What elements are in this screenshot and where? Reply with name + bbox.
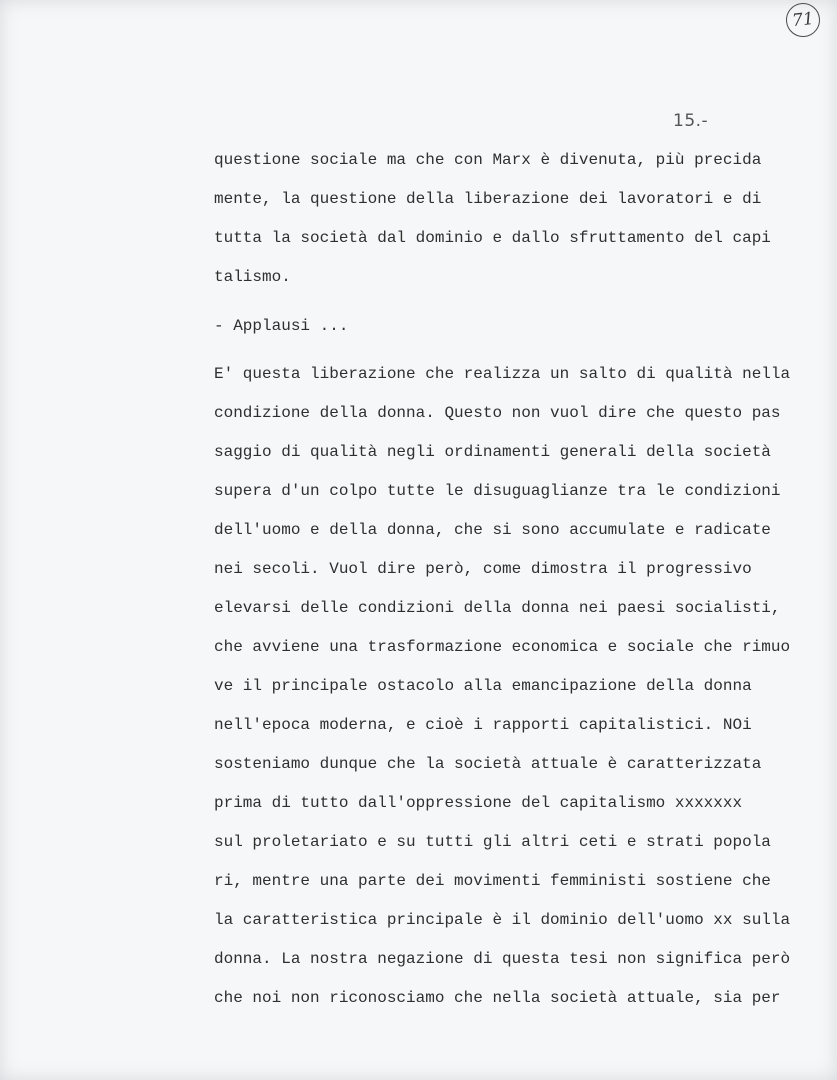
text-line: E' questa liberazione che realizza un salto di qualità nella xyxy=(214,365,791,383)
text-line: nei secoli. Vuol dire però, come dimostra il progressivo xyxy=(214,560,752,578)
text-line: che avviene una trasformazione economica e sociale che rimuo xyxy=(214,638,791,656)
archive-page-stamp-number: 71 xyxy=(791,8,815,32)
text-line: mente, la questione della liberazione dei lavoratori e di xyxy=(214,190,762,208)
text-line: condizione della donna. Questo non vuol dire che questo pas xyxy=(214,404,781,422)
text-line: tutta la società dal dominio e dallo sfruttamento del capi xyxy=(214,229,771,247)
archive-page-stamp xyxy=(784,1,821,38)
text-line: dell'uomo e della donna, che si sono accumulate e radicate xyxy=(214,521,771,539)
text-line: che noi non riconosciamo che nella società attuale, sia per xyxy=(214,989,781,1007)
text-line: nell'epoca moderna, e cioè i rapporti capitalistici. NOi xyxy=(214,716,752,734)
text-line: supera d'un colpo tutte le disuguaglianze tra le condizioni xyxy=(214,482,781,500)
text-line: sosteniamo dunque che la società attuale è caratterizzata xyxy=(214,755,762,773)
text-line: saggio di qualità negli ordinamenti generali della società xyxy=(214,443,771,461)
text-line: ve il principale ostacolo alla emancipazione della donna xyxy=(214,677,752,695)
text-line: sul proletariato e su tutti gli altri ceti e strati popola xyxy=(214,833,771,851)
text-line: ri, mentre una parte dei movimenti femministi sostiene che xyxy=(214,872,771,890)
page-number: 15.- xyxy=(673,111,709,131)
text-line: questione sociale ma che con Marx è divenuta, più precida xyxy=(214,151,762,169)
text-line: talismo. xyxy=(214,268,291,286)
body-text xyxy=(214,147,824,1007)
text-line: donna. La nostra negazione di questa tesi non significa però xyxy=(214,950,791,968)
text-line: la caratteristica principale è il dominio dell'uomo xx sulla xyxy=(214,911,791,929)
text-line: elevarsi delle condizioni della donna nei paesi socialisti, xyxy=(214,599,781,617)
text-line: prima di tutto dall'oppressione del capitalismo xxxxxxx xyxy=(214,794,743,812)
text-line: - Applausi ... xyxy=(214,317,349,335)
